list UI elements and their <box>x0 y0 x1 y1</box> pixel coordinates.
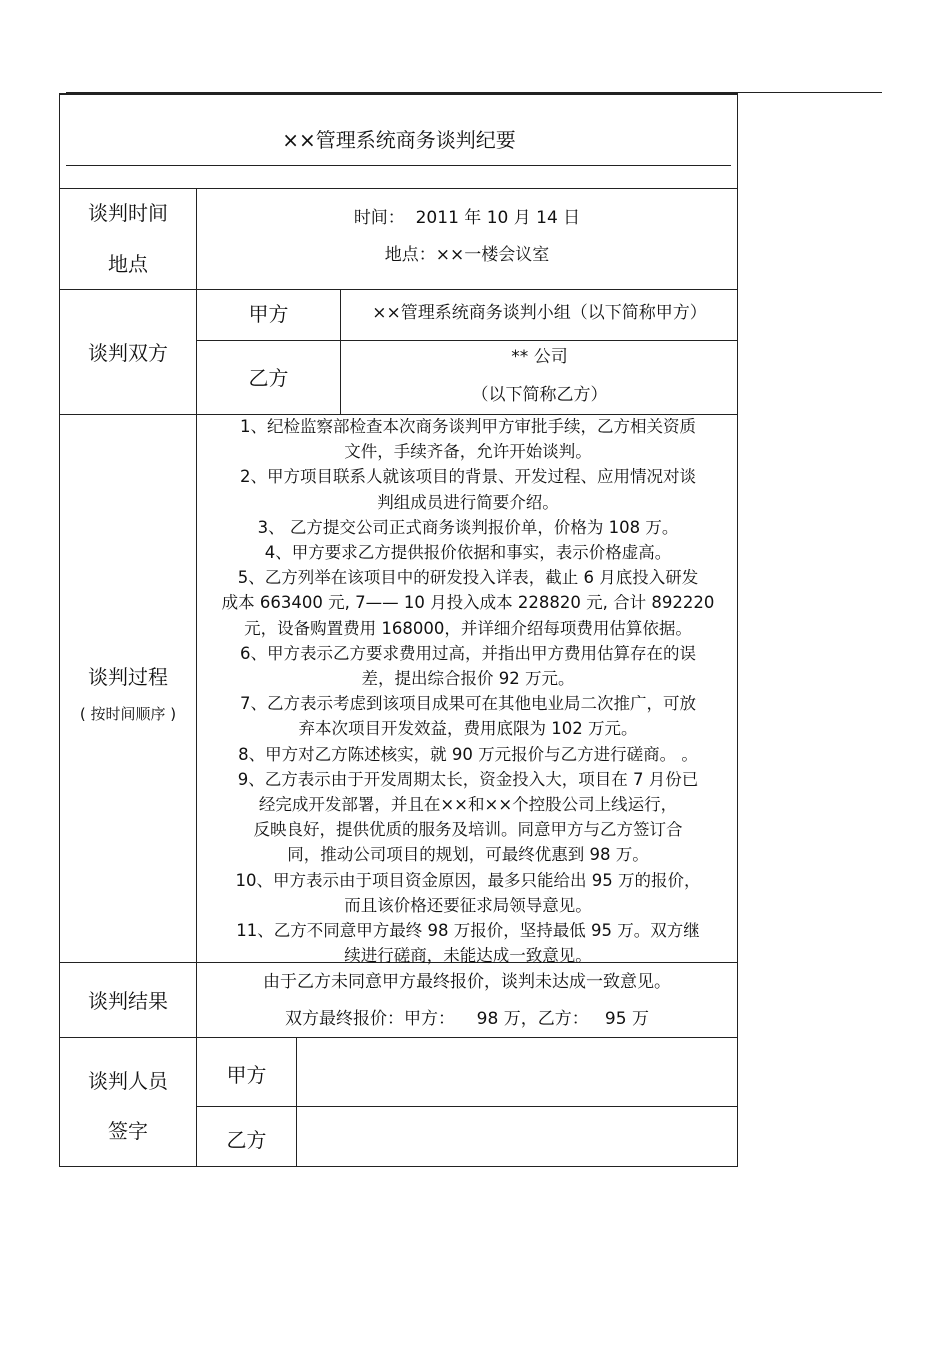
process-line: 而且该价格还要征求局领导意见。 <box>344 895 592 915</box>
process-line: 续进行磋商，未能达成一致意见。 <box>344 946 592 966</box>
process-line: 11、乙方不同意甲方最终 98 万报价，坚持最低 95 万。双方继 <box>236 921 700 941</box>
sign-party-b-label: 乙方 <box>226 1128 267 1152</box>
result-label: 谈判结果 <box>88 989 168 1013</box>
result-final-quotes: 双方最终报价：甲方： 98 万，乙方： 95 万 <box>285 1009 649 1029</box>
party-b-note: （以下简称乙方） <box>471 385 608 405</box>
table-border-top <box>60 93 738 95</box>
table-border-bottom <box>59 1166 738 1167</box>
result-summary: 由于乙方未同意甲方最终报价，谈判未达成一致意见。 <box>263 972 671 992</box>
process-line: 弃本次项目开发效益，费用底限为 102 万元。 <box>298 719 638 739</box>
process-line: 6、甲方表示乙方要求费用过高，并指出甲方费用估算存在的误 <box>240 643 696 663</box>
parties-label: 谈判双方 <box>88 341 168 365</box>
process-list <box>198 414 738 968</box>
party-a-value: ××管理系统商务谈判小组（以下简称甲方） <box>372 303 707 323</box>
signature-label: 谈判人员 <box>88 1069 168 1093</box>
row-divider-parties-mid <box>197 340 738 341</box>
party-b-label: 乙方 <box>248 366 289 390</box>
process-line: 成本 663400 元, 7—— 10 月投入成本 228820 元, 合计 892220 <box>221 593 715 613</box>
party-a-label: 甲方 <box>248 302 289 326</box>
row-divider-1 <box>59 188 738 189</box>
process-line: 3、 乙方提交公司正式商务谈判报价单，价格为 108 万。 <box>257 517 679 537</box>
sign-party-a-field[interactable] <box>297 1038 737 1106</box>
process-line: 差，提出综合报价 92 万元。 <box>361 669 575 689</box>
process-line: 反映良好，提供优质的服务及培训。同意甲方与乙方签订合 <box>253 820 683 840</box>
process-line: 8、甲方对乙方陈述核实，就 90 万元报价与乙方进行磋商。 。 <box>238 744 698 764</box>
process-line: 4、甲方要求乙方提供报价依据和事实，表示价格虚高。 <box>264 543 672 563</box>
title-underline <box>66 165 731 166</box>
time-label: 谈判时间 <box>88 201 168 225</box>
process-line: 9、乙方表示由于开发周期太长，资金投入大，项目在 7 月份已 <box>237 769 699 789</box>
process-line: 同，推动公司项目的规划，可最终优惠到 98 万。 <box>287 845 649 865</box>
process-line: 判组成员进行简要介绍。 <box>377 492 559 512</box>
process-line: 文件，手续齐备，允许开始谈判。 <box>344 442 592 462</box>
meeting-time: 时间： 2011 年 10 月 14 日 <box>353 208 581 228</box>
signature-sublabel: 签字 <box>108 1119 148 1143</box>
place-label: 地点 <box>108 252 148 276</box>
document-title: ××管理系统商务谈判纪要 <box>282 128 516 152</box>
process-line: 2、甲方项目联系人就该项目的背景、开发过程、应用情况对谈 <box>240 467 696 487</box>
process-sublabel: ( 按时间顺序 ) <box>79 705 177 723</box>
process-line: 经完成开发部署，并且在××和××个控股公司上线运行， <box>258 795 678 815</box>
process-label: 谈判过程 <box>88 665 168 689</box>
meeting-place: 地点：××一楼会议室 <box>384 245 550 265</box>
process-line: 10、甲方表示由于项目资金原因，最多只能给出 95 万的报价， <box>235 870 701 890</box>
row-divider-2 <box>59 289 738 290</box>
process-line: 5、乙方列举在该项目中的研发投入详表，截止 6 月底投入研发 <box>237 568 699 588</box>
process-line: 7、乙方表示考虑到该项目成果可在其他电业局二次推广，可放 <box>240 694 696 714</box>
sign-party-a-label: 甲方 <box>226 1063 267 1087</box>
party-b-company: ** 公司 <box>511 347 568 367</box>
process-line: 元，设备购置费用 168000，并详细介绍每项费用估算依据。 <box>244 618 692 638</box>
sign-party-b-field[interactable] <box>297 1107 737 1166</box>
process-line: 1、纪检监察部检查本次商务谈判甲方审批手续，乙方相关资质 <box>240 417 696 436</box>
